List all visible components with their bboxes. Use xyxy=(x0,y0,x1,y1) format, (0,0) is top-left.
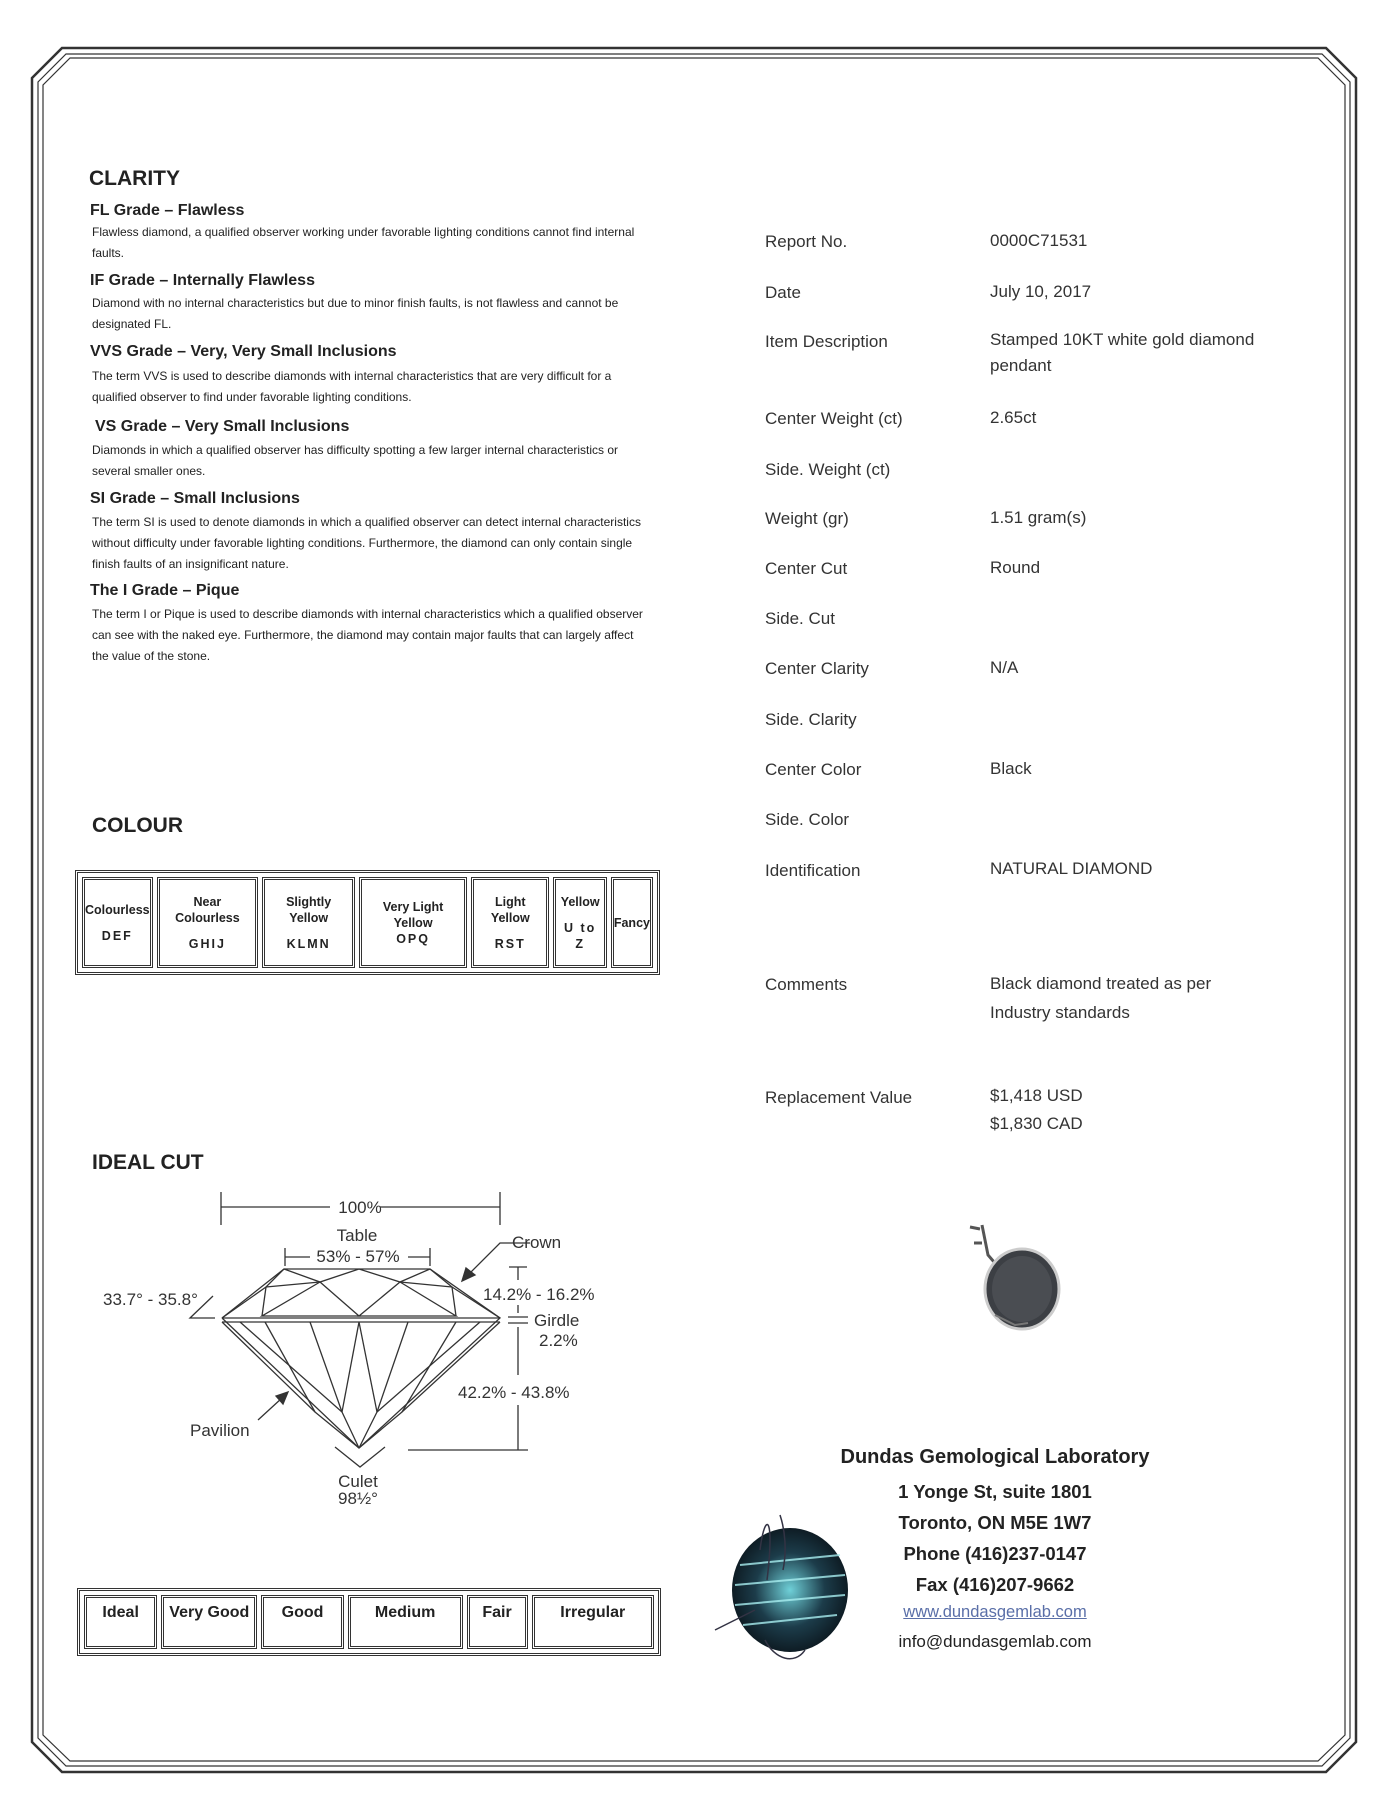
center-weight-value: 2.65ct xyxy=(990,408,1037,427)
colour-name: Colourless xyxy=(85,902,150,917)
ideal-cut-diagram xyxy=(90,1180,660,1510)
table-range-label: 53% - 57% xyxy=(316,1247,400,1266)
center-cut-label: Center Cut xyxy=(765,559,848,578)
colour-name: Light Yellow xyxy=(490,894,530,925)
colour-heading: COLOUR xyxy=(92,814,183,837)
colour-code: RST xyxy=(494,936,526,951)
identification-label: Identification xyxy=(765,861,861,880)
colour-scale-table xyxy=(75,870,660,975)
grade-description: The term I or Pique is used to describe diamonds with internal characteristics which a qualified observer can see with the naked eye. Furthermore, the diamond may contain major faults that can largely affect the value of the stone. xyxy=(92,607,643,663)
crown-label: Crown xyxy=(512,1233,562,1252)
cut-grade-cell: Very Good xyxy=(161,1595,257,1649)
comments-value: Black diamond treated as per Industry standards xyxy=(990,974,1212,1022)
comments-label: Comments xyxy=(765,975,848,994)
colour-cell xyxy=(553,877,606,968)
replacement-value-cad: $1,830 CAD xyxy=(990,1114,1083,1133)
report-no-value: 0000C71531 xyxy=(990,231,1088,250)
cut-grade-cell: Good xyxy=(261,1595,343,1649)
center-cut-value: Round xyxy=(990,558,1041,577)
center-clarity-label: Center Clarity xyxy=(765,659,869,678)
side-weight-label: Side. Weight (ct) xyxy=(765,460,891,479)
pavilion-depth-label: 42.2% - 43.8% xyxy=(458,1383,570,1402)
grade-title: IF Grade – Internally Flawless xyxy=(90,272,315,289)
girdle-label: Girdle xyxy=(534,1311,580,1330)
colour-code: GHIJ xyxy=(188,936,226,951)
girdle-value-label: 2.2% xyxy=(539,1331,578,1350)
colour-cell xyxy=(157,877,259,968)
center-weight-label: Center Weight (ct) xyxy=(765,409,903,428)
colour-name: Fancy xyxy=(613,915,650,930)
pendant-photo xyxy=(960,1205,1070,1335)
ideal-cut-heading: IDEAL CUT xyxy=(92,1151,204,1174)
side-cut-label: Side. Cut xyxy=(765,609,835,628)
cut-grade-cell: Medium xyxy=(348,1595,463,1649)
clarity-heading: CLARITY xyxy=(89,167,180,190)
cut-grade-table xyxy=(77,1588,661,1656)
colour-cell xyxy=(471,877,549,968)
grade-title: The I Grade – Pique xyxy=(90,582,240,599)
crown-height-label: 14.2% - 16.2% xyxy=(483,1285,595,1304)
colour-code: DEF xyxy=(101,928,133,943)
colour-code: OPQ xyxy=(396,931,430,946)
grade-title: VS Grade – Very Small Inclusions xyxy=(95,418,350,435)
grade-title: SI Grade – Small Inclusions xyxy=(90,490,300,507)
culet-label: Culet xyxy=(338,1472,378,1491)
lab-fax: Fax (416)207-9662 xyxy=(915,1574,1075,1595)
colour-name: Near Colourless xyxy=(175,894,240,925)
table-label: Table xyxy=(336,1226,378,1245)
grade-description: Diamond with no internal characteristics but due to minor finish faults, is not flawless and cannot be designated FL. xyxy=(92,296,619,331)
identification-value: NATURAL DIAMOND xyxy=(990,859,1153,878)
colour-name: Slightly Yellow xyxy=(286,894,332,925)
pavilion-label: Pavilion xyxy=(190,1421,250,1440)
replacement-value-usd: $1,418 USD xyxy=(990,1086,1083,1105)
lab-name: Dundas Gemological Laboratory xyxy=(840,1446,1150,1468)
lab-email: info@dundasgemlab.com xyxy=(898,1632,1092,1651)
replacement-value-label: Replacement Value xyxy=(765,1088,913,1107)
width-label: 100% xyxy=(338,1198,382,1217)
center-clarity-value: N/A xyxy=(990,658,1019,677)
colour-cell xyxy=(262,877,355,968)
colour-name: Yellow xyxy=(560,894,600,909)
colour-name: Very Light Yellow xyxy=(382,899,444,930)
lab-address-line1: 1 Yonge St, suite 1801 xyxy=(898,1481,1092,1502)
center-color-value: Black xyxy=(990,759,1032,778)
center-color-label: Center Color xyxy=(765,760,862,779)
grade-description: The term VVS is used to describe diamonds with internal characteristics that are very difficult for a qualified observer to find under favorable lighting conditions. xyxy=(92,369,612,404)
item-description-label: Item Description xyxy=(765,332,888,351)
item-description-value: Stamped 10KT white gold diamond pendant xyxy=(990,330,1255,375)
report-no-label: Report No. xyxy=(765,232,848,251)
grade-title: FL Grade – Flawless xyxy=(90,202,245,219)
crown-angle-label: 33.7° - 35.8° xyxy=(103,1290,198,1309)
cut-grade-cell: Irregular xyxy=(532,1595,654,1649)
lab-address-line2: Toronto, ON M5E 1W7 xyxy=(898,1512,1092,1533)
culet-angle-label: 98½° xyxy=(338,1489,378,1508)
weight-label: Weight (gr) xyxy=(765,509,849,528)
grade-description: The term SI is used to denote diamonds in which a qualified observer can detect internal characteristics without difficulty under favorable lighting conditions. Furthermore, the diamond can only contain single finish faults of an insignificant nature. xyxy=(92,515,641,571)
colour-code: U to Z xyxy=(564,920,597,951)
hologram-seal xyxy=(705,1510,865,1670)
grade-description: Diamonds in which a qualified observer has difficulty spotting a few larger internal characteristics or several smaller ones. xyxy=(92,443,619,478)
grade-title: VVS Grade – Very, Very Small Inclusions xyxy=(90,343,397,360)
colour-cell xyxy=(611,877,653,968)
cut-grade-cell: Ideal xyxy=(84,1595,157,1649)
date-value: July 10, 2017 xyxy=(990,282,1092,301)
lab-phone: Phone (416)237-0147 xyxy=(903,1543,1087,1564)
side-color-label: Side. Color xyxy=(765,810,850,829)
colour-cell xyxy=(82,877,153,968)
weight-value: 1.51 gram(s) xyxy=(990,508,1087,527)
grade-description: Flawless diamond, a qualified observer working under favorable lighting conditions cannot find internal faults. xyxy=(92,225,635,260)
side-clarity-label: Side. Clarity xyxy=(765,710,857,729)
colour-code: KLMN xyxy=(286,936,331,951)
date-label: Date xyxy=(765,283,801,302)
colour-cell xyxy=(359,877,467,968)
lab-website-link[interactable]: www.dundasgemlab.com xyxy=(903,1603,1087,1621)
cut-grade-cell: Fair xyxy=(467,1595,528,1649)
